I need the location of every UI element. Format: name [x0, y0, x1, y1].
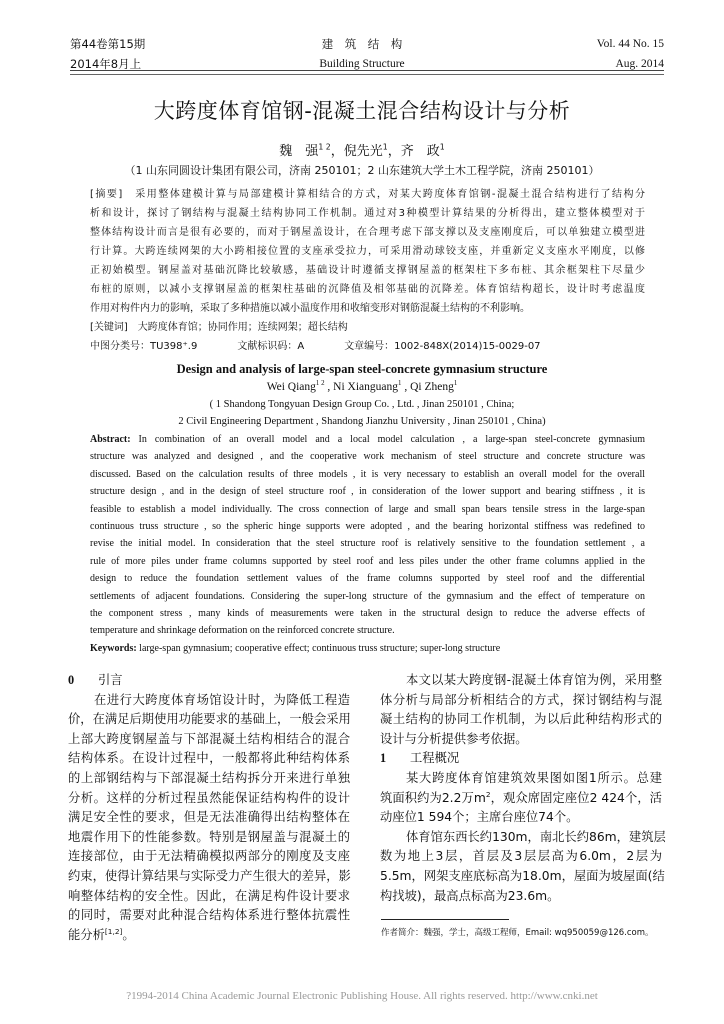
superscript: 2 — [485, 789, 491, 799]
citation[interactable]: [1,2] — [104, 926, 123, 936]
body-left-column — [68, 671, 350, 945]
volume-issue: 第44卷第15期 — [70, 37, 146, 51]
text-line: 上部大跨度钢屋盖与下部混凝土结构相结合的混合 — [68, 731, 350, 746]
author-1-en: Wei Qiang — [266, 381, 316, 393]
section-heading-0 — [68, 671, 350, 691]
author-1: 魏 强 — [279, 144, 319, 159]
english-affil-2: 2 Civil Engineering Department , Shandong Jianzhu University , Jinan 250101 , China) — [178, 416, 546, 427]
section-title: 引言 — [98, 673, 123, 687]
author-3: ，齐 政 — [387, 144, 440, 159]
text-line: 正初始模型。钢屋盖对基础沉降比较敏感，基础设计时遵循支撑钢屋盖的框架柱下多布桩、其余框架柱下尽量少 — [90, 265, 645, 276]
sup: 1 — [453, 380, 458, 388]
text-line: 布桩的原则，以减小支撑钢屋盖的框架柱基础的沉降值及相邻基础的沉降差。体育馆结构超长，设计时考虑温度 — [90, 284, 645, 295]
header-rule — [70, 70, 664, 71]
text-line: feasible to establish a model individually. The cross connection of large and small span bears tensile stress in the large-span — [90, 503, 645, 515]
text-line: the component stress , many kinds of measurements were taken in the structural design to reduce the adverse effects of — [90, 608, 645, 620]
body-right-column — [380, 671, 666, 906]
text-line: 价，在满足后期使用功能要求的基础上，一般会采用 — [68, 712, 351, 727]
english-authors — [0, 379, 724, 395]
text-line: structure was analyzed and designed , and the cooperative work mechanism of steel structure and concrete structure was — [90, 451, 645, 463]
text-line — [90, 431, 645, 448]
text-line: 整体结构设计而言是很有必要的，而对于钢屋盖设计，在合理考虑下部支撑以及支座刚度后，可以单独建立模型进 — [90, 227, 645, 238]
author-2: ，倪先光 — [330, 144, 383, 159]
abstract-cn — [90, 185, 645, 356]
authors — [0, 140, 724, 159]
english-affil-1: ( 1 Shandong Tongyuan Design Group Co. , Ltd. , Jinan 250101 , China; — [209, 399, 515, 410]
text-line: 某大跨度体育馆建筑效果图如图1所示。总建 — [406, 770, 662, 785]
text-line — [68, 926, 350, 946]
journal-vol-en — [514, 34, 664, 74]
text-line: continuous truss structure , so the spheric hinge supports were adopted , and the bearing horizontal stiffness was redefined to — [90, 521, 645, 533]
section-number: 1 — [380, 751, 387, 766]
text-line: 满足安全性的要求，但是无法准确得出结构整体在 — [68, 810, 350, 825]
author-3-en: , Qi Zheng — [401, 381, 454, 393]
abstract-text: In combination of an overall model and a local model calculation , a large-span steel-concrete gymnasium — [130, 434, 645, 445]
text-line: 结构体系。在设计过程中，一般都将此种结构体系 — [68, 751, 350, 766]
paper-title: 大跨度体育馆钢-混凝土混合结构设计与分析 — [153, 99, 571, 123]
text-line: revise the initial model. In consideration that the steel structure roof is relatively sensitive to the foundation settlement , a — [90, 538, 645, 550]
text-line: temperature and shrinkage deformation on the reinforced concrete structure. — [90, 625, 395, 637]
author-2-affil: 1 — [382, 142, 388, 152]
text-line — [380, 789, 662, 809]
sup: 1 — [398, 380, 402, 388]
abstract-label: Abstract: — [90, 434, 131, 445]
keywords-cn: [关键词] 大跨度体育馆；协同作用；连续网架；超长结构 — [90, 322, 348, 333]
text-line: structure design , and in the design of steel structure roof , in consideration of the lower support and bearing stiffness , it is — [90, 486, 645, 498]
text-line: 析和设计，探讨了钢结构与混凝土结构协同工作机制。通过对3种模型计算结果的分析得出，建立整体模型对于 — [90, 208, 645, 219]
text-line: discussed. Based on the calculation results of three models , it is very necessary to establish an overall model for the overall — [90, 468, 645, 480]
text-line: settlements of adjacent foundations. Considering the super-long structure of the gymnasium and the effect of temperature on — [90, 590, 645, 602]
text-line: 响整体结构的安全性。因此，在满足构件设计要求 — [68, 888, 350, 903]
footnote-rule — [381, 919, 509, 920]
text-span: 筑面积约为2.2万m — [380, 790, 486, 805]
clc-number: 中图分类号：TU398⁺.9 — [90, 341, 198, 352]
text-line: 5.5m，网架支座底标高为18.0m，屋面为坡屋面(结 — [380, 868, 665, 883]
classification-line — [90, 337, 645, 356]
text-span: 。 — [122, 927, 135, 942]
text-line: 行计算。大跨连续网架的大小跨相接位置的支座承受拉力，可采用滑动球铰支座，并重新定义支座水平刚度，以修 — [90, 246, 645, 257]
text-line: 数为地上3层，首层及3层层高为6.0m，2层为 — [380, 849, 662, 864]
author-2-en: , Ni Xianguang — [324, 381, 398, 393]
text-line: 的上部钢结构与下部混凝土结构拆分开来进行单独 — [68, 770, 350, 785]
text-line: 的同时，需要对此种混合结构体系进行整体抗震性 — [68, 908, 350, 923]
section-number: 0 — [68, 673, 75, 687]
text-line: design to reduce the foundation settlement values of the frame columns supported by steel roof and the differential — [90, 573, 645, 585]
text-line: 体育馆东西长约130m，南北长约86m，建筑层 — [406, 829, 666, 844]
issue-date-en: Aug. 2014 — [615, 58, 664, 70]
journal-name-en: Building Structure — [319, 58, 405, 70]
text-line: 作用对构件内力的影响，采取了多种措施以减小温度作用和收缩变形对钢筋混凝土结构的不利影响。 — [90, 303, 530, 314]
affiliation: （1 山东同圆设计集团有限公司，济南 250101；2 山东建筑大学土木工程学院，济南 250101） — [124, 164, 600, 177]
copyright-footer: ?1994-2014 China Academic Journal Electronic Publishing House. All rights reserved. http://www.cnki.net — [126, 990, 598, 1002]
text-line: 设计与分析提供参考依据。 — [380, 731, 528, 746]
text-line: 约束，使得计算结果与实际受力产生很大的差异，影 — [68, 868, 351, 883]
text-line: [摘要] 采用整体建模计算与局部建模计算相结合的方式，对某大跨度体育馆钢-混凝土混合结构进行了结构分 — [90, 189, 645, 200]
text-span: ，观众席固定座位2 424个，活 — [490, 790, 662, 805]
journal-name — [287, 34, 437, 74]
article-number: 文章编号：1002-848X(2014)15-0029-07 — [344, 341, 541, 352]
doc-code: 文献标识码：A — [237, 341, 305, 352]
section-heading-1 — [380, 749, 662, 769]
text-line: 在进行大跨度体育场馆设计时，为降低工程造 — [94, 692, 350, 707]
text-line: 地震作用下的性能参数。特别是钢屋盖与混凝土的 — [68, 829, 350, 844]
text-line: 动座位1 594个；主席台座位74个。 — [380, 810, 579, 825]
text-line: rule of more piles under frame columns supported by steel roof and less piles under the other frame columns applied in the — [90, 555, 645, 567]
author-1-affil: 1 2 — [318, 142, 331, 152]
keywords-en-text: large-span gymnasium; cooperative effect; continuous truss structure; super-long structure — [136, 642, 501, 654]
vol-no: Vol. 44 No. 15 — [596, 38, 664, 50]
text-line: 分析。这样的分析过程虽然能保证结构构件的设计 — [68, 790, 350, 805]
sup: 1 2 — [315, 380, 325, 388]
abstract-en — [90, 431, 645, 657]
author-3-affil: 1 — [439, 142, 445, 152]
section-title: 工程概况 — [410, 751, 460, 766]
journal-issue — [70, 34, 220, 74]
english-title: Design and analysis of large-span steel-concrete gymnasium structure — [176, 362, 548, 376]
header-rule-thin — [70, 74, 664, 75]
keywords-label: Keywords: — [90, 642, 137, 654]
keywords-en — [90, 640, 645, 657]
text-line: 构找坡)，最高点标高为23.6m。 — [380, 888, 560, 903]
author-footnote: 作者简介：魏强，学士，高级工程师，Email: wq950059@126.com。 — [381, 928, 654, 938]
journal-name-cn: 建 筑 结 构 — [321, 37, 403, 51]
text-line: 连接部位，由于无法精确模拟两部分的刚度及支座 — [68, 849, 350, 864]
text-span: 能分析 — [68, 927, 105, 942]
text-line: 体分析与局部分析相结合的方式，探讨钢结构与混 — [380, 692, 662, 707]
text-line: 本文以某大跨度钢-混凝土体育馆为例，采用整 — [406, 673, 662, 687]
text-line: 凝土结构的协同工作机制，为以后此种结构形式的 — [380, 712, 662, 727]
issue-date-cn: 2014年8月上 — [70, 57, 142, 71]
